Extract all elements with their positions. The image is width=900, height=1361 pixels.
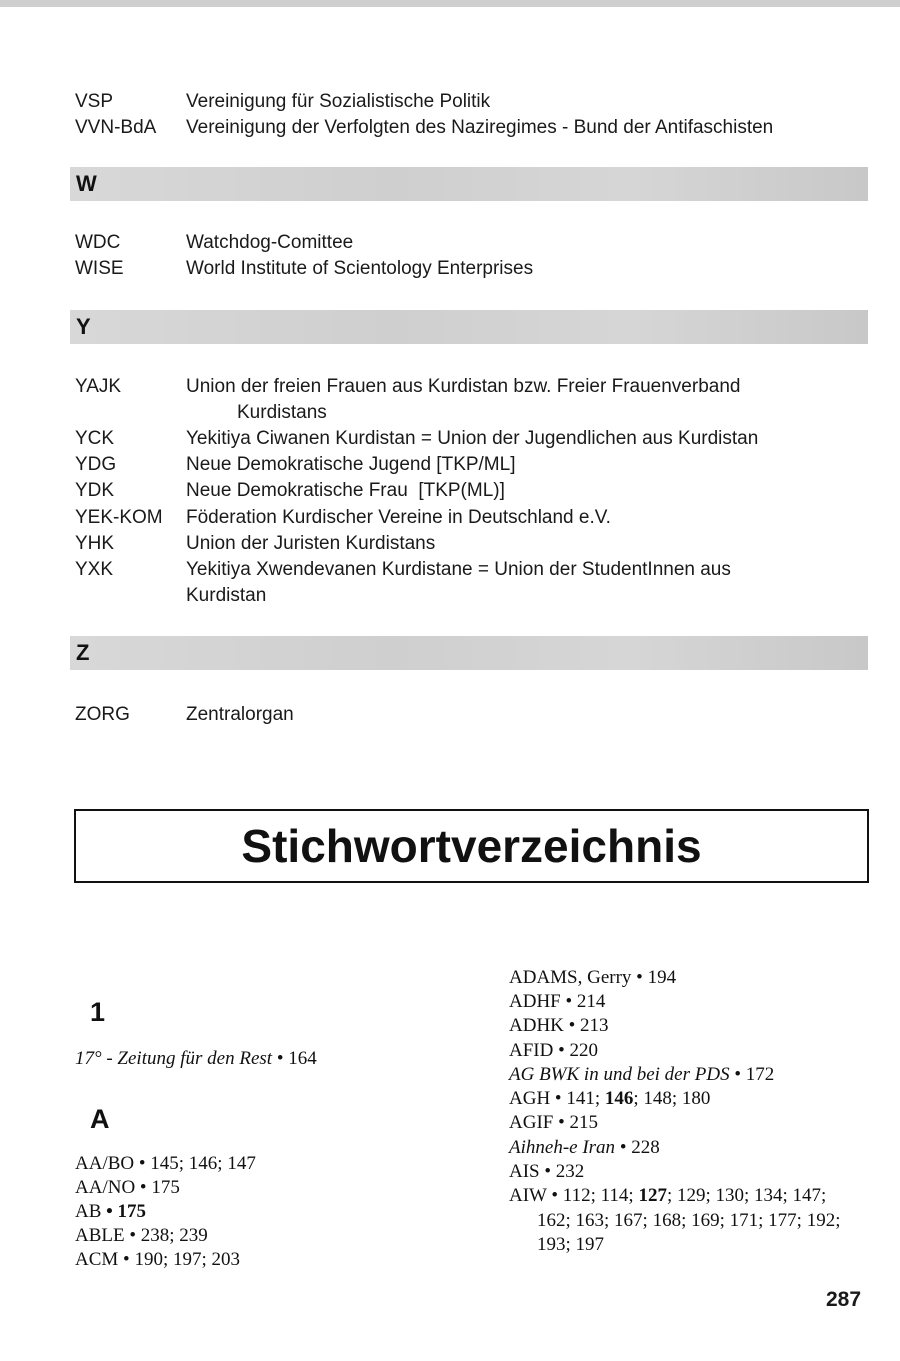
- index-pages: • 145; 146; 147: [134, 1153, 256, 1174]
- index-term: AA/BO: [75, 1153, 135, 1174]
- index-pages: • 190; 197; 203: [118, 1249, 241, 1270]
- index-entry-ag-bwk: [509, 1063, 774, 1088]
- abbr-code: YAJK: [75, 376, 122, 397]
- index-pages: ; 129; 130; 134; 147;: [666, 1185, 827, 1206]
- abbr-code: WDC: [75, 232, 121, 253]
- section-letter: W: [76, 171, 97, 196]
- abbr-desc: Zentralorgan: [186, 704, 294, 725]
- abbr-desc: Yekitiya Ciwanen Kurdistan = Union der Jugendlichen aus Kurdistan: [186, 428, 759, 449]
- index-entry-aiw-cont: 162; 163; 167; 168; 169; 171; 177; 192;: [537, 1210, 841, 1231]
- abbr-desc: World Institute of Scientology Enterprises: [186, 258, 534, 279]
- abbr-desc-continuation: Kurdistan: [186, 585, 267, 606]
- abbr-code: YCK: [75, 428, 115, 449]
- abbr-code: YDK: [75, 480, 115, 501]
- index-entry: [75, 1248, 240, 1273]
- index-entry-pages: • 164: [272, 1048, 317, 1069]
- abbr-desc-continuation: Kurdistans: [237, 402, 327, 423]
- index-term: AB: [75, 1201, 102, 1222]
- index-pages: • 238; 239: [124, 1225, 208, 1246]
- index-entry-agh: [509, 1087, 710, 1112]
- index-title-box: [74, 809, 869, 883]
- index-term: ACM: [75, 1249, 119, 1270]
- index-section-head-1: 1: [90, 997, 106, 1027]
- abbr-desc: Neue Demokratische Jugend [TKP/ML]: [186, 454, 516, 475]
- abbr-desc: Yekitiya Xwendevanen Kurdistane = Union der StudentInnen aus: [186, 559, 731, 580]
- abbr-code: YXK: [75, 559, 114, 580]
- index-entry: [75, 1176, 180, 1201]
- index-entry-afid: AFID • 220: [509, 1040, 598, 1061]
- index-entry-aiw: [509, 1184, 826, 1209]
- index-pages: • 228: [615, 1137, 660, 1158]
- index-entry: [75, 1200, 146, 1225]
- index-entry-adhk: ADHK • 213: [509, 1015, 609, 1036]
- abbr-desc: Union der Juristen Kurdistans: [186, 533, 436, 554]
- index-entry-title: AG BWK in und bei der PDS: [509, 1064, 730, 1085]
- index-pages: AGH • 141;: [509, 1088, 605, 1109]
- index-pages: ; 148; 180: [633, 1088, 711, 1109]
- index-entry-aiw-cont: 193; 197: [537, 1234, 605, 1255]
- index-entry-agif: AGIF • 215: [509, 1112, 598, 1133]
- index-entry-adhf: ADHF • 214: [509, 991, 606, 1012]
- index-entry-aihneh: [509, 1136, 660, 1161]
- abbr-desc: Föderation Kurdischer Vereine in Deutschland e.V.: [186, 507, 611, 528]
- section-header-z: [70, 636, 868, 670]
- index-entry: [75, 1047, 317, 1072]
- abbr-code: YHK: [75, 533, 115, 554]
- abbr-code: WISE: [75, 258, 124, 279]
- abbr-desc: Vereinigung für Sozialistische Politik: [186, 91, 491, 112]
- index-pages: AIW • 112; 114;: [509, 1185, 639, 1206]
- section-header-w: [70, 167, 868, 201]
- index-pages: • 175: [135, 1177, 180, 1198]
- index-term: ABLE: [75, 1225, 125, 1246]
- abbr-code: VVN-BdA: [75, 117, 157, 138]
- section-header-y: [70, 310, 868, 344]
- index-pages-bold: 146: [604, 1088, 634, 1109]
- index-section-head-a: A: [90, 1104, 110, 1134]
- index-entry-title: Aihneh-e Iran: [509, 1137, 616, 1158]
- abbr-code: YEK-KOM: [75, 507, 163, 528]
- abbr-code: ZORG: [75, 704, 130, 725]
- index-pages: • 172: [729, 1064, 775, 1085]
- index-title: Stichwortverzeichnis: [241, 820, 702, 872]
- abbr-desc: Vereinigung der Verfolgten des Naziregimes - Bund der Antifaschisten: [186, 117, 774, 138]
- abbr-desc: Union der freien Frauen aus Kurdistan bzw. Freier Frauenverband: [186, 376, 741, 397]
- index-entry-adams: ADAMS, Gerry • 194: [509, 967, 677, 988]
- index-pages-bold: • 175: [101, 1201, 147, 1222]
- index-entry: [75, 1224, 208, 1249]
- section-letter: Z: [76, 640, 90, 665]
- index-entry-ais: AIS • 232: [509, 1161, 585, 1182]
- index-entry-title: 17° - Zeitung für den Rest: [75, 1048, 273, 1069]
- index-term: AA/NO: [75, 1177, 136, 1198]
- section-letter: Y: [76, 314, 91, 339]
- abbr-code: VSP: [75, 91, 114, 112]
- abbr-code: YDG: [75, 454, 117, 475]
- abbr-desc: Neue Demokratische Frau [TKP(ML)]: [186, 480, 505, 501]
- index-entry: [75, 1152, 256, 1177]
- abbr-desc: Watchdog-Comittee: [186, 232, 354, 253]
- top-edge-rule: [0, 0, 900, 7]
- page-number: 287: [826, 1288, 862, 1311]
- index-pages-bold: 127: [638, 1185, 667, 1206]
